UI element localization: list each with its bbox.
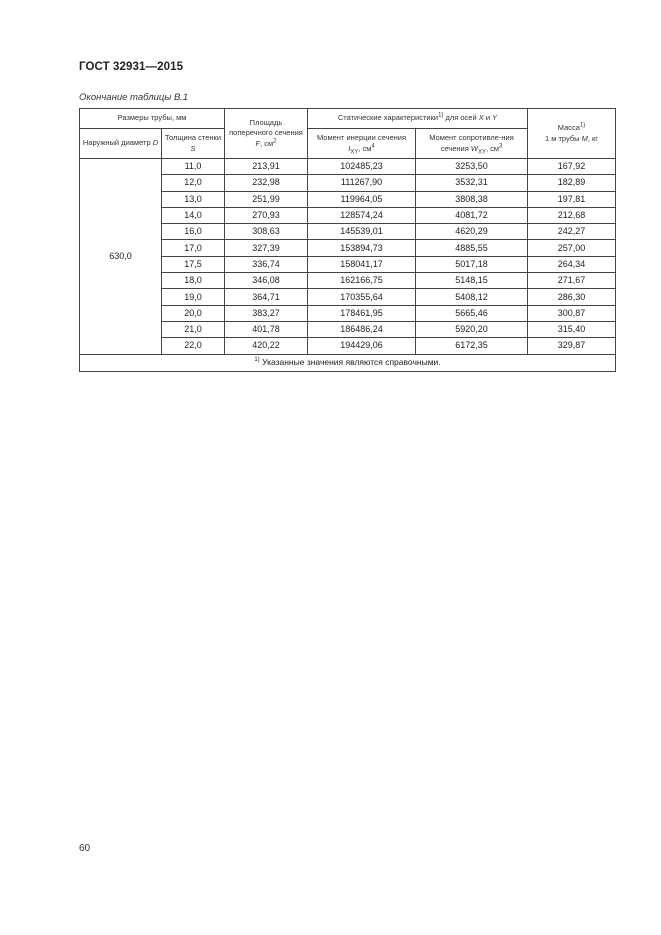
cell-area: 420,22 (225, 338, 308, 354)
cell-resist: 3532,31 (416, 175, 528, 191)
cell-area: 213,91 (225, 159, 308, 175)
cell-inertia: 153894,73 (308, 240, 416, 256)
cell-mass: 197,81 (528, 191, 616, 207)
cell-wall: 17,5 (162, 256, 225, 272)
cell-wall: 17,0 (162, 240, 225, 256)
cell-inertia: 194429,06 (308, 338, 416, 354)
cell-area: 383,27 (225, 305, 308, 321)
cell-resist: 5148,15 (416, 273, 528, 289)
cell-area: 364,71 (225, 289, 308, 305)
cell-mass: 264,34 (528, 256, 616, 272)
cell-inertia: 158041,17 (308, 256, 416, 272)
cell-wall: 20,0 (162, 305, 225, 321)
cell-mass: 271,67 (528, 273, 616, 289)
header-mass: Масса$^{1)}$ 1 м трубы M, кг (528, 109, 616, 159)
cell-mass: 242,27 (528, 224, 616, 240)
cell-mass: 257,00 (528, 240, 616, 256)
cell-wall: 19,0 (162, 289, 225, 305)
pipe-table (79, 108, 616, 372)
cell-resist: 5017,18 (416, 256, 528, 272)
cell-resist: 3808,38 (416, 191, 528, 207)
cell-mass: 167,92 (528, 159, 616, 175)
cell-wall: 13,0 (162, 191, 225, 207)
cell-resist: 5408,12 (416, 289, 528, 305)
cell-resist: 4081,72 (416, 207, 528, 223)
cell-mass: 212,68 (528, 207, 616, 223)
cell-inertia: 186486,24 (308, 321, 416, 337)
cell-wall: 12,0 (162, 175, 225, 191)
header-outer-diameter: Наружный диаметр D (80, 129, 162, 159)
cell-wall: 16,0 (162, 224, 225, 240)
cell-inertia: 178461,95 (308, 305, 416, 321)
cell-area: 232,98 (225, 175, 308, 191)
header-pipe-sizes: Размеры трубы, мм (80, 109, 225, 129)
cell-wall: 11,0 (162, 159, 225, 175)
cell-resist: 5665,46 (416, 305, 528, 321)
cell-wall: 21,0 (162, 321, 225, 337)
cell-resist: 6172,35 (416, 338, 528, 354)
cell-resist: 5920,20 (416, 321, 528, 337)
cell-area: 401,78 (225, 321, 308, 337)
cell-mass: 329,87 (528, 338, 616, 354)
table-caption: Окончание таблицы В.1 (79, 92, 189, 103)
cell-area: 270,93 (225, 207, 308, 223)
cell-area: 327,39 (225, 240, 308, 256)
cell-area: 251,99 (225, 191, 308, 207)
cell-inertia: 128574,24 (308, 207, 416, 223)
cell-inertia: 170355,64 (308, 289, 416, 305)
cell-inertia: 162166,75 (308, 273, 416, 289)
cell-inertia: 145539,01 (308, 224, 416, 240)
cell-resist: 4885,55 (416, 240, 528, 256)
cell-mass: 300,87 (528, 305, 616, 321)
cell-area: 346,08 (225, 273, 308, 289)
cell-resist: 4620,29 (416, 224, 528, 240)
cell-inertia: 111267,90 (308, 175, 416, 191)
header-static-characteristics: Статические характеристики$^{1)}$ для осей X и Y (308, 109, 528, 129)
cell-inertia: 102485,23 (308, 159, 416, 175)
cell-wall: 14,0 (162, 207, 225, 223)
header-area: Площадь поперечного сечения F, $см^2$ (225, 109, 308, 159)
cell-mass: 315,40 (528, 321, 616, 337)
cell-inertia: 119964,05 (308, 191, 416, 207)
cell-area: 308,63 (225, 224, 308, 240)
header-wall-thickness: Толщина стенки S (162, 129, 225, 159)
cell-mass: 182,89 (528, 175, 616, 191)
cell-wall: 22,0 (162, 338, 225, 354)
outer-diameter-cell: 630,0 (80, 159, 162, 355)
page-number: 60 (79, 843, 91, 854)
header-moment-of-inertia: Момент инерции сечения $I_{XY}$, $см^4$ (308, 129, 416, 159)
cell-area: 336,74 (225, 256, 308, 272)
table-footnote: $^{1)}$ Указанные значения являются справочными. (80, 354, 616, 371)
cell-wall: 18,0 (162, 273, 225, 289)
table-row (80, 159, 616, 175)
document-code: ГОСТ 32931—2015 (79, 61, 184, 73)
cell-resist: 3253,50 (416, 159, 528, 175)
header-section-modulus: Момент сопротивле-ния сечения $W_{XY}$, $см^3$ (416, 129, 528, 159)
cell-mass: 286,30 (528, 289, 616, 305)
